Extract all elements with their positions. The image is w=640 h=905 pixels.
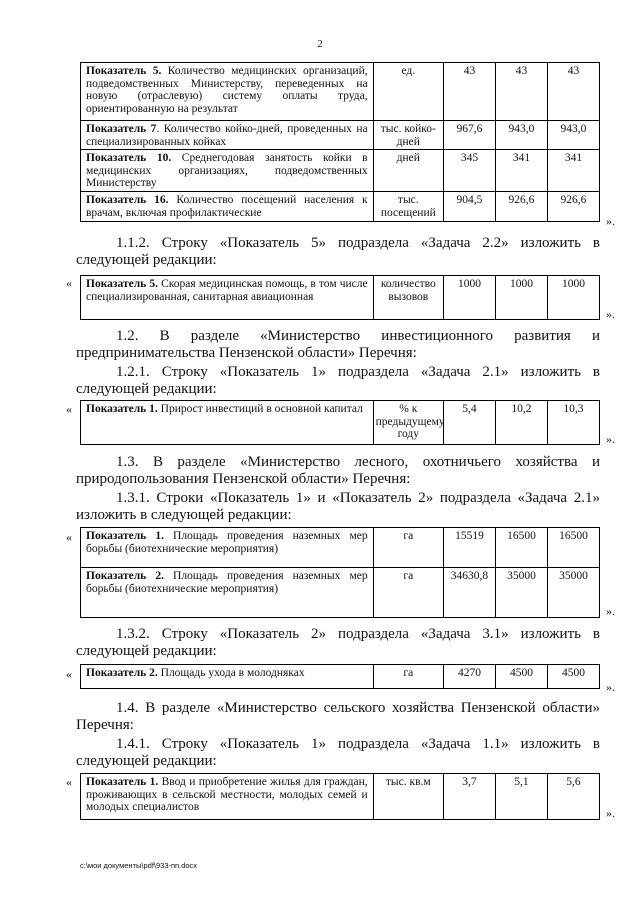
indicator-label: Показатель 5. <box>86 278 159 290</box>
indicator-name-cell <box>81 121 374 150</box>
page-number: 2 <box>317 38 323 50</box>
unit-cell: га <box>373 568 443 618</box>
value-cell: 943,0 <box>495 121 547 150</box>
unit-cell: ед. <box>373 63 443 121</box>
indicator-description: Площадь ухода в молодняках <box>157 667 305 679</box>
value-cell: 943,0 <box>547 121 599 150</box>
close-quote: ». <box>606 307 615 321</box>
indicator-label: Показатель 10. <box>86 152 172 164</box>
table-row <box>81 665 600 689</box>
indicator-description: Среднегодовая занятость койки в медицинских организациях, подведомственных Министерству <box>86 152 368 189</box>
unit-cell: % к предыдущему году <box>373 401 443 445</box>
paragraph: 1.3.2. Строку «Показатель 2» подраздела «Задача 3.1» изложить в следующей редакции: <box>76 626 600 659</box>
indicator-label: Показатель 1. <box>86 776 159 788</box>
indicator-label: Показатель 5. <box>86 65 162 77</box>
indicator-label: Показатель 2. <box>86 570 164 582</box>
table-row <box>81 774 600 820</box>
value-cell: 1000 <box>495 276 547 320</box>
unit-cell: тыс. койко-дней <box>373 121 443 150</box>
value-cell: 5,6 <box>547 774 599 820</box>
indicator-description: Площадь проведения наземных мер борьбы (биотехнические мероприятия) <box>86 530 368 555</box>
paragraph: 1.3.1. Строки «Показатель 1» и «Показатель 2» подраздела «Задача 2.1» изложить в следующей редакции: <box>76 490 600 523</box>
indicator-name-cell <box>81 192 374 222</box>
value-cell: 34630,8 <box>443 568 495 618</box>
table-row <box>81 568 600 618</box>
unit-cell: дней <box>373 150 443 192</box>
indicator-label: Показатель 1. <box>86 530 164 542</box>
value-cell: 4500 <box>547 665 599 689</box>
indicator-table <box>80 773 600 820</box>
close-quote: ». <box>606 432 615 446</box>
value-cell: 926,6 <box>495 192 547 222</box>
unit-cell: тыс. посещений <box>373 192 443 222</box>
indicator-label: Показатель 7 <box>86 123 157 135</box>
value-cell: 967,6 <box>443 121 495 150</box>
table-row <box>81 121 600 150</box>
indicator-description: . Количество койко-дней, проведенных на специализированных койках <box>86 123 368 148</box>
indicator-name-cell <box>81 665 374 689</box>
indicator-name-cell <box>81 150 374 192</box>
unit-cell: га <box>373 665 443 689</box>
table-row <box>81 276 600 320</box>
open-quote: « <box>66 775 72 789</box>
value-cell: 4500 <box>495 665 547 689</box>
value-cell: 35000 <box>495 568 547 618</box>
close-quote: ». <box>606 214 615 228</box>
indicator-table <box>80 62 600 222</box>
indicator-table <box>80 527 600 618</box>
value-cell: 341 <box>547 150 599 192</box>
open-quote: « <box>66 276 72 290</box>
open-quote: « <box>66 402 72 416</box>
paragraph: 1.1.2. Строку «Показатель 5» подраздела «Задача 2.2» изложить в следующей редакции: <box>76 235 600 268</box>
value-cell: 904,5 <box>443 192 495 222</box>
table-row <box>81 150 600 192</box>
value-cell: 3,7 <box>443 774 495 820</box>
value-cell: 4270 <box>443 665 495 689</box>
value-cell: 341 <box>495 150 547 192</box>
indicator-label: Показатель 16. <box>86 194 169 206</box>
close-quote: ». <box>606 604 615 618</box>
value-cell: 16500 <box>495 528 547 568</box>
open-quote: « <box>66 530 72 544</box>
value-cell: 1000 <box>443 276 495 320</box>
unit-cell: тыс. кв.м <box>373 774 443 820</box>
value-cell: 43 <box>547 63 599 121</box>
indicator-description: Количество посещений населения к врачам, включая профилактические <box>86 194 368 219</box>
table-row <box>81 192 600 222</box>
table-row <box>81 63 600 121</box>
value-cell: 10,2 <box>495 401 547 445</box>
indicator-name-cell <box>81 774 374 820</box>
indicator-label: Показатель 2. <box>86 667 158 679</box>
paragraph: 1.2. В разделе «Министерство инвестиционного развития и предпринимательства Пензенской области» Перечня: <box>76 328 600 361</box>
value-cell: 16500 <box>547 528 599 568</box>
value-cell: 5,1 <box>495 774 547 820</box>
indicator-description: Ввод и приобретение жилья для граждан, проживающих в сельской местности, молодых семей и молодых специалистов <box>86 776 368 813</box>
unit-cell: га <box>373 528 443 568</box>
open-quote: « <box>66 667 72 681</box>
paragraph: 1.4. В разделе «Министерство сельского хозяйства Пензенской области» Перечня: <box>76 700 600 733</box>
value-cell: 5,4 <box>443 401 495 445</box>
file-path-footer: c:\мои документы\pdf\933-пп.docx <box>80 861 198 870</box>
indicator-table <box>80 664 600 689</box>
indicator-description: Прирост инвестиций в основной капитал <box>157 403 363 415</box>
value-cell: 15519 <box>443 528 495 568</box>
close-quote: ». <box>606 806 615 820</box>
value-cell: 35000 <box>547 568 599 618</box>
value-cell: 926,6 <box>547 192 599 222</box>
indicator-name-cell <box>81 401 374 445</box>
paragraph: 1.2.1. Строку «Показатель 1» подраздела «Задача 2.1» изложить в следующей редакции: <box>76 364 600 397</box>
indicator-description: Площадь проведения наземных мер борьбы (биотехнические мероприятия) <box>86 570 368 595</box>
paragraph: 1.3. В разделе «Министерство лесного, охотничьего хозяйства и природопользования Пензенской области» Перечня: <box>76 454 600 487</box>
table-row <box>81 401 600 445</box>
indicator-description: Количество медицинских организаций, подведомственных Министерству, переведенных на новую (отраслевую) систему оплаты труда, ориентированную на результат <box>86 65 368 115</box>
indicator-name-cell <box>81 63 374 121</box>
indicator-table <box>80 275 600 320</box>
indicator-name-cell <box>81 528 374 568</box>
value-cell: 43 <box>443 63 495 121</box>
indicator-label: Показатель 1. <box>86 403 158 415</box>
unit-cell: количество вызовов <box>373 276 443 320</box>
value-cell: 10,3 <box>547 401 599 445</box>
indicator-name-cell <box>81 276 374 320</box>
value-cell: 345 <box>443 150 495 192</box>
indicator-description: Скорая медицинская помощь, в том числе специализированная, санитарная авиационная <box>86 278 368 303</box>
paragraph: 1.4.1. Строку «Показатель 1» подраздела «Задача 1.1» изложить в следующей редакции: <box>76 736 600 769</box>
table-row <box>81 528 600 568</box>
indicator-name-cell <box>81 568 374 618</box>
value-cell: 1000 <box>547 276 599 320</box>
close-quote: ». <box>606 680 615 694</box>
value-cell: 43 <box>495 63 547 121</box>
indicator-table <box>80 400 600 445</box>
